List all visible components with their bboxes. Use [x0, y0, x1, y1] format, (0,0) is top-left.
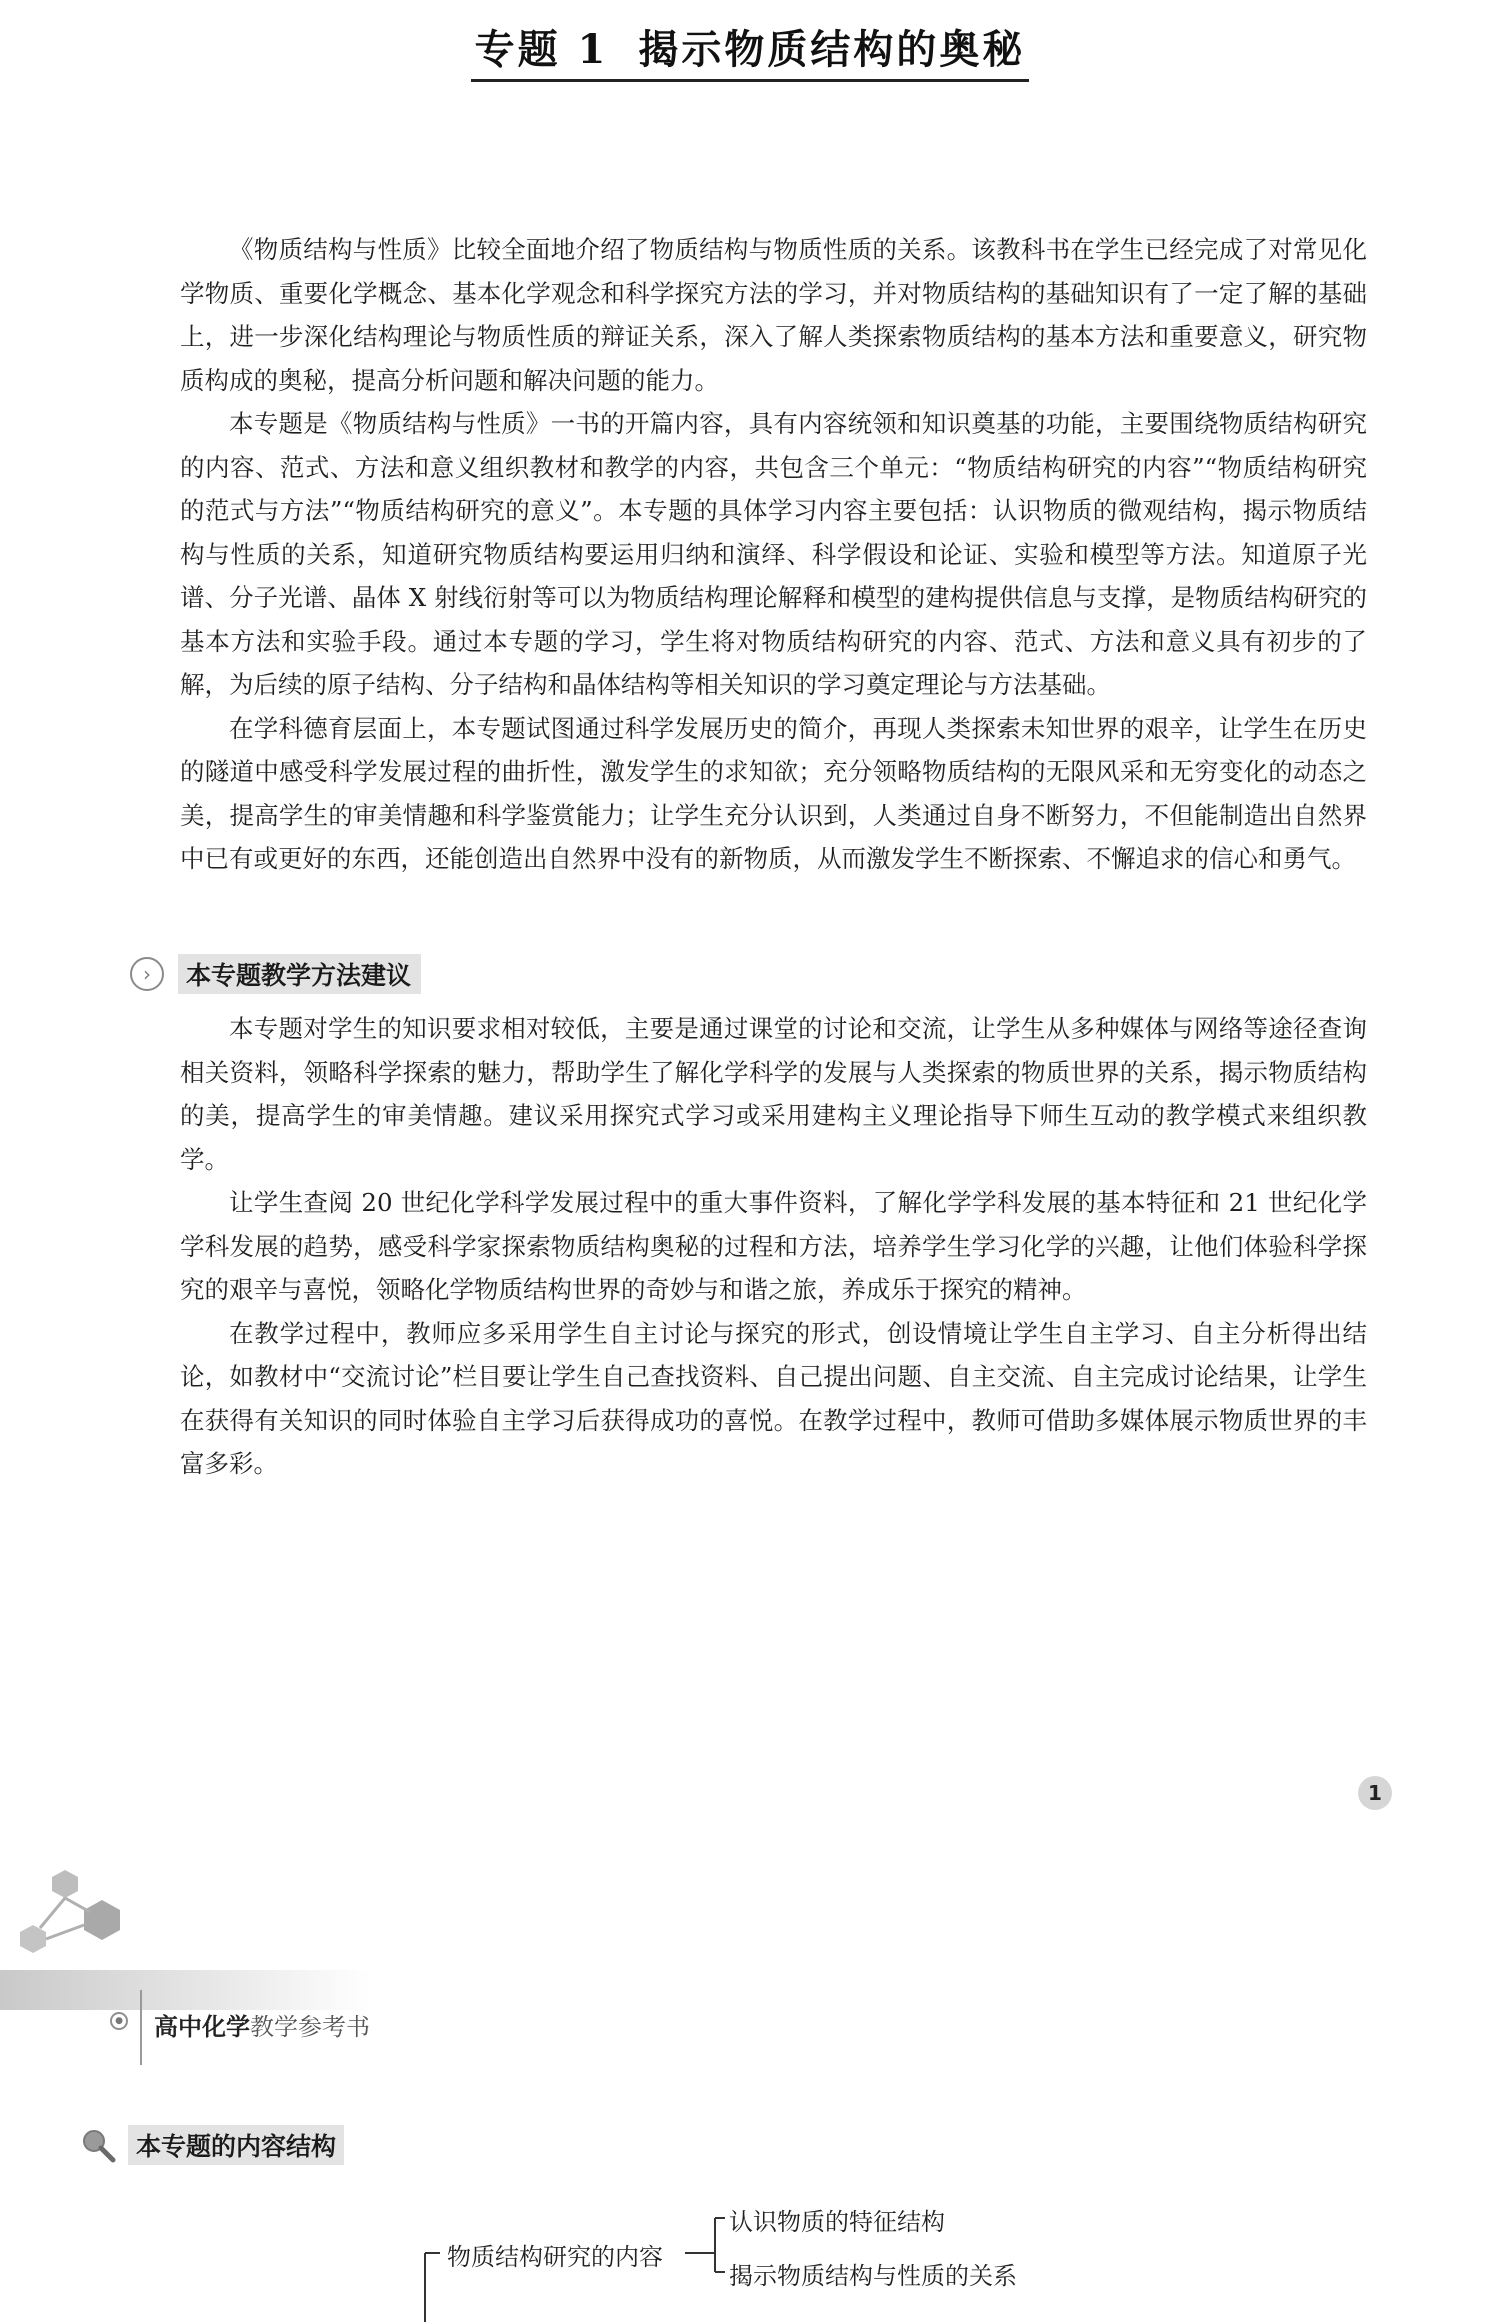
structure-heading-label: 本专题的内容结构	[128, 2125, 344, 2165]
title-number: 专题 1	[474, 26, 609, 73]
methods-paragraph: 让学生查阅 20 世纪化学科学发展过程中的重大事件资料，了解化学学科发展的基本特征和 21 世纪化学学科发展的趋势，感受科学家探索物质结构奥秘的过程和方法，培养学生学习化学的兴趣，让他们体验科学探究的艰辛与喜悦，领略化学物质结构世界的奇妙与和谐之旅，养成乐于探究的精神。	[180, 1188, 1367, 1304]
page-title	[0, 18, 1500, 82]
page-2	[0, 1860, 1500, 2322]
intro-paragraph: 在学科德育层面上，本专题试图通过科学发展历史的简介，再现人类探索未知世界的艰辛，让学生在历史的隧道中感受科学发展过程的曲折性，激发学生的求知欲；充分领略物质结构的无限风采和无穷变化的动态之美，提高学生的审美情趣和科学鉴赏能力；让学生充分认识到，人类通过自身不断努力，不但能制造出自然界中已有或更好的东西，还能创造出自然界中没有的新物质，从而激发学生不断探索、不懈追求的信心和勇气。	[180, 713, 1367, 873]
tree-node-content: 物质结构研究的内容	[447, 2243, 663, 2271]
page-number: 1	[1358, 1776, 1392, 1810]
header-bullet-icon: ●	[110, 2012, 128, 2030]
tree-leaf: 揭示物质结构与性质的关系	[729, 2262, 1017, 2290]
chevron-circle-icon: ›	[130, 957, 164, 991]
methods-heading-label: 本专题教学方法建议	[178, 954, 421, 994]
title-text: 揭示物质结构的奥秘	[638, 26, 1026, 73]
header-sub: 教学参考书	[250, 2013, 370, 2041]
intro-paragraph: 本专题是《物质结构与性质》一书的开篇内容，具有内容统领和知识奠基的功能，主要围绕物质结构研究的内容、范式、方法和意义组织教材和教学的内容，共包含三个单元：“物质结构研究的内容”“物质结构研究的范式与方法”“物质结构研究的意义”。本专题的具体学习内容主要包括：认识物质的微观结构，揭示物质结构与性质的关系，知道研究物质结构要运用归纳和演绎、科学假设和论证、实验和模型等方法。知道原子光谱、分子光谱、晶体 X 射线衍射等可以为物质结构理论解释和模型的建构提供信息与支撑，是物质结构研究的基本方法和实验手段。通过本专题的学习，学生将对物质结构研究的内容、范式、方法和意义具有初步的了解，为后续的原子结构、分子结构和晶体结构等相关知识的学习奠定理论与方法基础。	[180, 409, 1367, 699]
methods-section	[180, 1007, 1367, 1486]
tree-leaf: 认识物质的特征结构	[729, 2208, 945, 2236]
methods-paragraph: 本专题对学生的知识要求相对较低，主要是通过课堂的讨论和交流，让学生从多种媒体与网络等途径查询相关资料，领略科学探索的魅力，帮助学生了解化学科学的发展与人类探索的物质世界的关系，揭示物质结构的美，提高学生的审美情趣。建议采用探究式学习或采用建构主义理论指导下师生互动的教学模式来组织教学。	[180, 1014, 1367, 1174]
intro-section	[180, 228, 1367, 881]
structure-tree-lines	[0, 1860, 1500, 2322]
intro-paragraph: 《物质结构与性质》比较全面地介绍了物质结构与物质性质的关系。该教科书在学生已经完成了对常见化学物质、重要化学概念、基本化学观念和科学探究方法的学习，并对物质结构的基础知识有了一定了解的基础上，进一步深化结构理论与物质性质的辩证关系，深入了解人类探索物质结构的基本方法和重要意义，研究物质构成的奥秘，提高分析问题和解决问题的能力。	[180, 235, 1367, 395]
header-bold: 高中化学	[154, 2012, 250, 2041]
methods-heading	[130, 953, 421, 995]
methods-paragraph: 在教学过程中，教师应多采用学生自主讨论与探究的形式，创设情境让学生自主学习、自主分析得出结论，如教材中“交流讨论”栏目要让学生自己查找资料、自己提出问题、自主交流、自主完成讨论结果，让学生在获得有关知识的同时体验自主学习后获得成功的喜悦。在教学过程中，教师可借助多媒体展示物质世界的丰富多彩。	[180, 1318, 1367, 1478]
